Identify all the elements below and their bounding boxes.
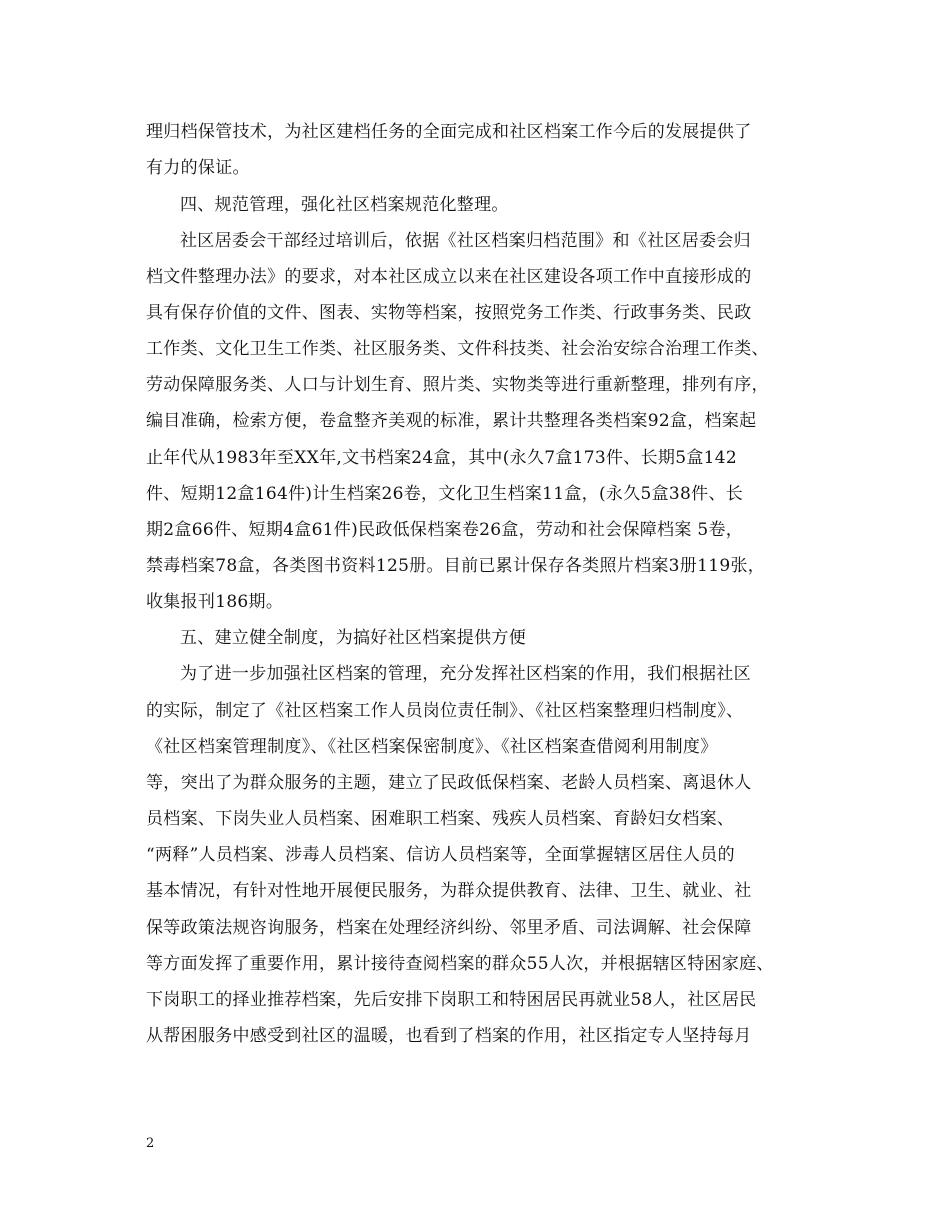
text-line: 禁毒档案78盒，各类图书资料125册。目前已累计保存各类照片档案3册119张， xyxy=(146,556,766,576)
text-line: 等方面发挥了重要作用，累计接待查阅档案的群众55人次，并根据辖区特困家庭、 xyxy=(146,954,774,974)
text-line: 编目准确，检索方便，卷盒整齐美观的标准，累计共整理各类档案92盒，档案起 xyxy=(146,411,757,431)
text-line: 社区居委会干部经过培训后，依据《社区档案归档范围》和《社区居委会归 xyxy=(180,231,751,251)
text-line: 有力的保证。 xyxy=(146,158,250,178)
text-line: 理归档保管技术，为社区建档任务的全面完成和社区档案工作今后的发展提供了 xyxy=(146,122,752,142)
section-heading: 五、建立健全制度，为搞好社区档案提供方便 xyxy=(180,628,526,648)
text-line: 工作类、文化卫生工作类、社区服务类、文件科技类、社会治安综合治理工作类、 xyxy=(146,339,769,359)
text-line: 止年代从1983年至XX年,文书档案24盒，其中(永久7盒173件、长期5盒142 xyxy=(146,448,737,468)
text-line: 保等政策法规咨询服务，档案在处理经济纠纷、邻里矛盾、司法调解、社会保障 xyxy=(146,918,752,938)
text-line: 件、短期12盒164件)计生档案26卷，文化卫生档案11盒，(永久5盒38件、长 xyxy=(146,484,744,504)
page-number: 2 xyxy=(146,1136,155,1151)
text-line: 下岗职工的择业推荐档案，先后安排下岗职工和特困居民再就业58人，社区居民 xyxy=(146,990,757,1010)
text-line: 《社区档案管理制度》、《社区档案保密制度》、《社区档案查借阅利用制度》 xyxy=(146,737,718,757)
section-heading: 四、规范管理，强化社区档案规范化整理。 xyxy=(180,195,509,215)
text-line: 员档案、下岗失业人员档案、困难职工档案、残疾人员档案、育龄妇女档案、 xyxy=(146,809,735,829)
text-line: 具有保存价值的文件、图表、实物等档案，按照党务工作类、行政事务类、民政 xyxy=(146,303,752,323)
text-line: 基本情况，有针对性地开展便民服务，为群众提供教育、法律、卫生、就业、社 xyxy=(146,881,752,901)
text-line: 期2盒66件、短期4盒61件)民政低保档案卷26盒，劳动和社会保障档案 5卷， xyxy=(146,520,744,540)
text-line: 等，突出了为群众服务的主题，建立了民政低保档案、老龄人员档案、离退休人 xyxy=(146,773,752,793)
text-line: “两释”人员档案、涉毒人员档案、信访人员档案等，全面掌握辖区居住人员的 xyxy=(146,845,735,865)
text-line: 为了进一步加强社区档案的管理，充分发挥社区档案的作用，我们根据社区 xyxy=(180,664,751,684)
text-line: 档文件整理办法》的要求，对本社区成立以来在社区建设各项工作中直接形成的 xyxy=(146,267,752,287)
text-line: 收集报刊186期。 xyxy=(146,592,284,612)
text-line: 从帮困服务中感受到社区的温暖，也看到了档案的作用，社区指定专人坚持每月 xyxy=(146,1026,752,1046)
text-line: 的实际，制定了《社区档案工作人员岗位责任制》、《社区档案整理归档制度》、 xyxy=(146,701,744,721)
text-line: 劳动保障服务类、人口与计划生育、照片类、实物类等进行重新整理，排列有序， xyxy=(146,375,769,395)
